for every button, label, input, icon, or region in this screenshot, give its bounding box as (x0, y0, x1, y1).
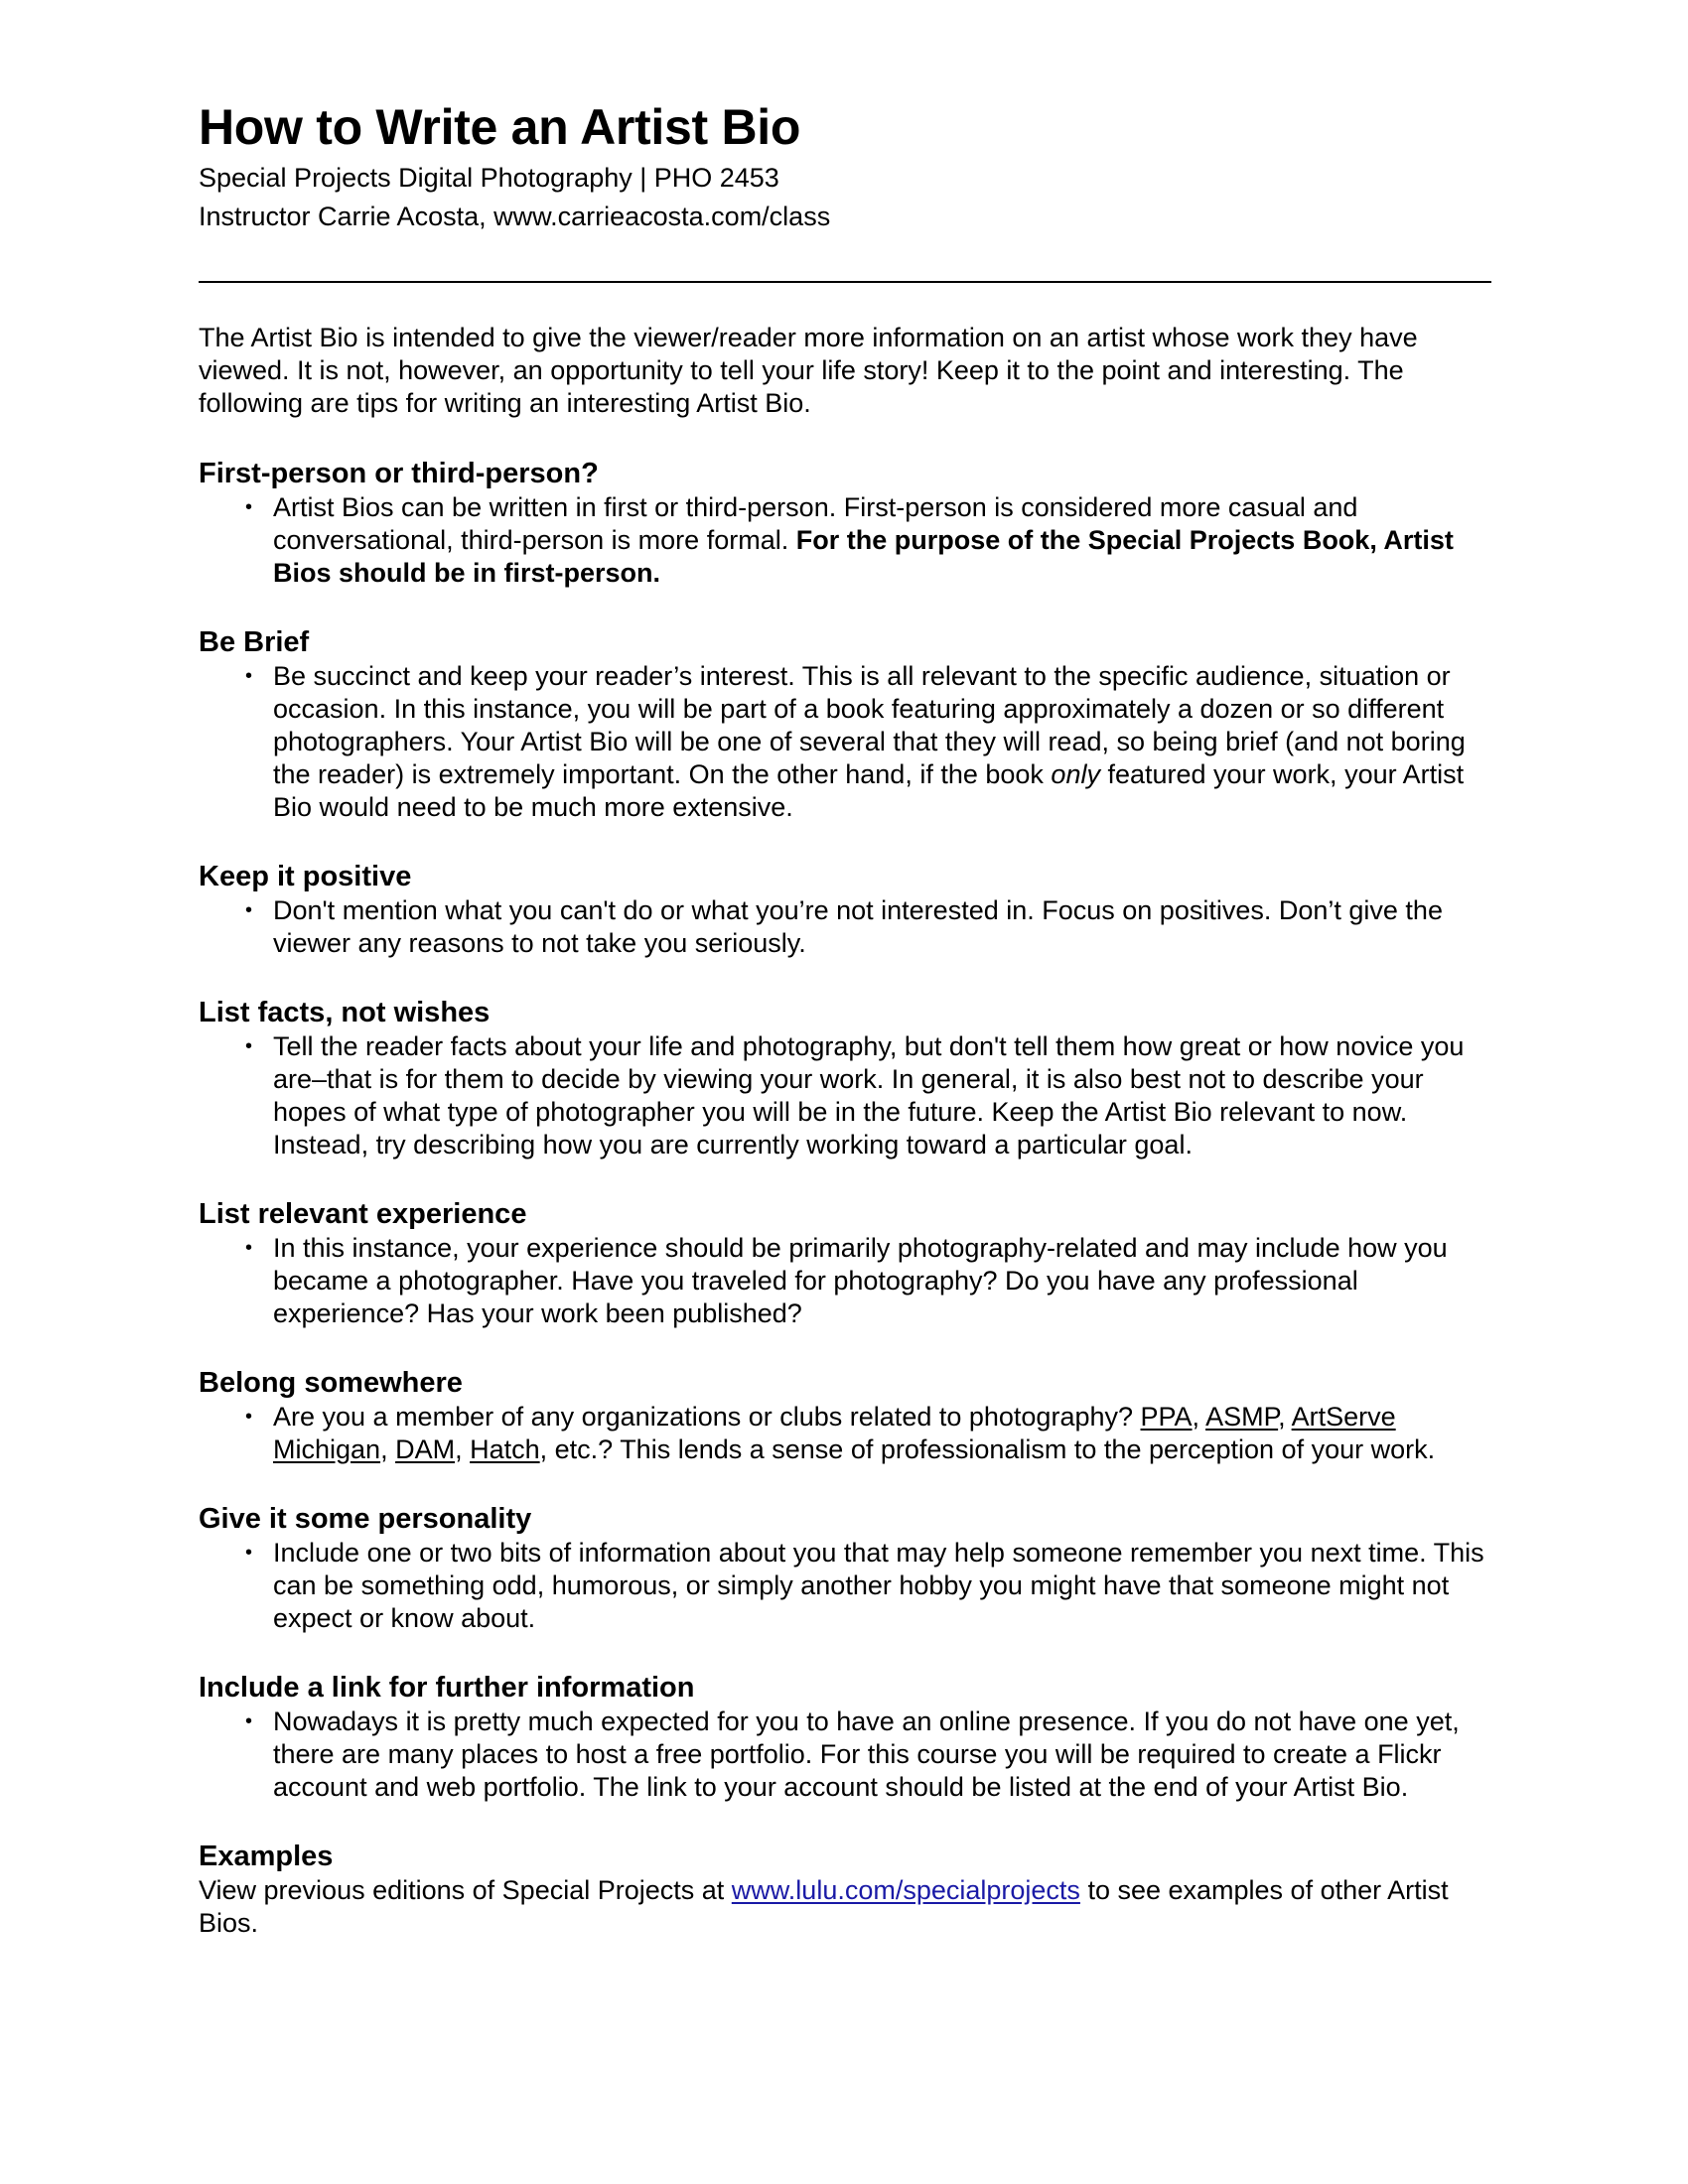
bullet-text: Be succinct and keep your reader’s interest. This is all relevant to the specific audience, situation or occasion. In this instance, you will be part of a book featuring approximately a dozen or so different photographers. Your Artist Bio will be one of several that they will read, so being brief (and not boring the reader) is extremely important. On the other hand, if the book (273, 661, 1466, 789)
bullet-item (199, 660, 1491, 824)
link-artserve-michigan[interactable]: ArtServe Michigan (273, 1402, 1396, 1464)
bullet-emphasis: For the purpose of the Special Projects Book, Artist Bios should be in first-person. (273, 525, 1454, 588)
section-list-experience (199, 1196, 1491, 1330)
bullet-item (199, 1401, 1491, 1466)
section-keep-positive (199, 859, 1491, 960)
bullet-text: Don't mention what you can't do or what you’re not interested in. Focus on positives. Don’t give the viewer any reasons to not take you seriously. (273, 895, 1443, 958)
instructor-line: Instructor Carrie Acosta, www.carrieacosta.com/class (199, 202, 831, 231)
section-heading: Belong somewhere (199, 1367, 463, 1399)
bullet-icon: • (245, 1035, 253, 1057)
bullet-icon: • (245, 1406, 253, 1428)
bullet-text: Nowadays it is pretty much expected for you to have an online presence. If you do not have one yet, there are many places to host a free portfolio. For this course you will be required to create a Flickr account and web portfolio. The link to your account should be listed at the end of your Artist Bio. (273, 1706, 1460, 1802)
bullet-item (199, 894, 1491, 960)
bullet-text: Artist Bios can be written in first or third-person. First-person is considered more casual and conversational, third-person is more formal. (273, 492, 1358, 555)
section-heading: Give it some personality (199, 1503, 532, 1535)
section-heading: First-person or third-person? (199, 458, 599, 489)
bullet-icon: • (245, 665, 253, 687)
bullet-text: Include one or two bits of information about you that may help someone remember you next time. This can be something odd, humorous, or simply another hobby you might have that someone might not expect or know about. (273, 1538, 1484, 1633)
examples-text: View previous editions of Special Projects at (199, 1875, 732, 1905)
page-title: How to Write an Artist Bio (199, 99, 801, 155)
bullet-item (199, 1030, 1491, 1161)
header-divider (199, 281, 1491, 283)
section-personality (199, 1501, 1491, 1635)
bullet-italic: only (1051, 759, 1100, 789)
bullet-icon: • (245, 496, 253, 518)
section-first-person (199, 456, 1491, 590)
bullet-icon: • (245, 1542, 253, 1564)
section-heading: List facts, not wishes (199, 997, 491, 1028)
bullet-icon: • (245, 1710, 253, 1732)
section-include-link (199, 1670, 1491, 1804)
bullet-item (199, 1232, 1491, 1330)
section-heading: Include a link for further information (199, 1672, 695, 1704)
bullet-item (199, 1537, 1491, 1635)
course-line: Special Projects Digital Photography | PHO 2453 (199, 163, 779, 193)
link-separator: , (455, 1434, 471, 1464)
section-belong-somewhere (199, 1365, 1491, 1466)
section-heading: Keep it positive (199, 861, 412, 892)
section-heading: List relevant experience (199, 1198, 527, 1230)
lulu-link[interactable]: www.lulu.com/specialprojects (731, 1875, 1080, 1905)
link-hatch[interactable]: Hatch (470, 1434, 540, 1464)
bullet-item (199, 491, 1491, 590)
link-separator: , (1278, 1402, 1292, 1432)
bullet-item (199, 1706, 1491, 1804)
link-separator: , (380, 1434, 396, 1464)
link-asmp[interactable]: ASMP (1205, 1402, 1279, 1432)
section-examples (199, 1839, 1491, 1940)
bullet-text: Tell the reader facts about your life and photography, but don't tell them how great or how novice you are–that is for them to decide by viewing your work. In general, it is also best not to describe your hopes of what type of photographer you will be in the future. Keep the Artist Bio relevant to now. Instead, try describing how you are currently working toward a particular goal. (273, 1031, 1465, 1160)
section-heading: Be Brief (199, 626, 310, 658)
document-page (199, 95, 1491, 1940)
link-dam[interactable]: DAM (395, 1434, 456, 1464)
bullet-text-end: featured your work, your Artist Bio would need to be much more extensive. (273, 759, 1465, 822)
bullet-icon: • (245, 1237, 253, 1259)
link-separator: , (1192, 1402, 1206, 1432)
bullet-icon: • (245, 899, 253, 921)
intro-paragraph: The Artist Bio is intended to give the viewer/reader more information on an artist whose work they have viewed. It is not, however, an opportunity to tell your life story! Keep it to the point and interesting. The following are tips for writing an interesting Artist Bio. (199, 323, 1418, 418)
bullet-text-end: , etc.? This lends a sense of professionalism to the perception of your work. (539, 1434, 1436, 1464)
section-be-brief (199, 624, 1491, 824)
bullet-text: Are you a member of any organizations or clubs related to photography? (273, 1402, 1141, 1432)
examples-paragraph (199, 1874, 1491, 1940)
section-heading: Examples (199, 1841, 334, 1872)
section-list-facts (199, 995, 1491, 1161)
bullet-text: In this instance, your experience should be primarily photography-related and may include how you became a photographer. Have you traveled for photography? Do you have any professional experience? Has your work been published? (273, 1233, 1448, 1328)
link-ppa[interactable]: PPA (1140, 1402, 1193, 1432)
examples-text-end: to see examples of other Artist Bios. (199, 1875, 1449, 1938)
